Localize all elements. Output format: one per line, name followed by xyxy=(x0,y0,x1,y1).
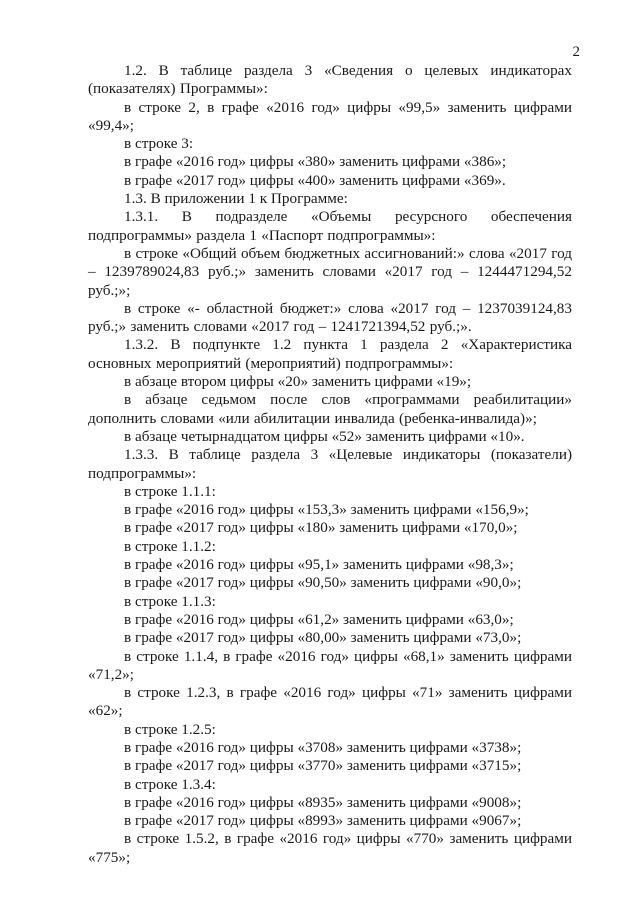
edit-line: в абзаце втором цифры «20» заменить цифрами «19»; xyxy=(124,373,472,391)
edit-line: в абзаце седьмом после слов «программами реабилитации» дополнить словами «или абилитации инвалида (ребенка-инвалида)»; xyxy=(88,391,572,427)
section-1-3-3-heading: 1.3.3. В таблице раздела 3 «Целевые индикаторы (показатели) подпрограммы»: xyxy=(88,446,572,482)
edit-line: в строке 1.5.2, в графе «2016 год» цифры «770» заменить цифрами «775»; xyxy=(88,830,572,866)
edit-line: в графе «2017 год» цифры «3770» заменить цифрами «3715»; xyxy=(124,757,522,775)
edit-line: в графе «2017 год» цифры «400» заменить цифрами «369». xyxy=(124,171,506,189)
edit-line: в графе «2016 год» цифры «380» заменить цифрами «386»; xyxy=(124,153,507,171)
section-1-3-2-heading: 1.3.2. В подпункте 1.2 пункта 1 раздела 2 «Характеристика основных мероприятий (мероприятий) подпрограммы»: xyxy=(88,336,572,372)
edit-line: в абзаце четырнадцатом цифры «52» заменить цифрами «10». xyxy=(124,427,525,445)
edit-line: в графе «2016 год» цифры «61,2» заменить цифрами «63,0»; xyxy=(124,610,514,628)
document-body xyxy=(88,62,572,867)
row-reference: в строке 1.2.5: xyxy=(124,720,216,738)
edit-line: в строке 1.1.4, в графе «2016 год» цифры «68,1» заменить цифрами «71,2»; xyxy=(88,647,572,683)
section-1-2-heading: 1.2. В таблице раздела 3 «Сведения о целевых индикаторах (показателях) Программы»: xyxy=(88,62,572,98)
edit-line: в графе «2017 год» цифры «180» заменить цифрами «170,0»; xyxy=(124,519,518,537)
row-reference: в строке 1.1.1: xyxy=(124,482,216,500)
row-reference: в строке 3: xyxy=(124,135,194,153)
section-1-3-1-heading: 1.3.1. В подразделе «Объемы ресурсного обеспечения подпрограммы» раздела 1 «Паспорт подпрограммы»: xyxy=(88,208,572,244)
edit-line: в графе «2016 год» цифры «8935» заменить цифрами «9008»; xyxy=(124,793,522,811)
edit-line: в строке «- областной бюджет:» слова «2017 год – 1237039124,83 руб.;» заменить словами «2017 год – 1241721394,52 руб.;». xyxy=(88,299,572,336)
edit-line: в графе «2017 год» цифры «80,00» заменить цифрами «73,0»; xyxy=(124,629,522,647)
edit-line: в графе «2016 год» цифры «153,3» заменить цифрами «156,9»; xyxy=(124,501,529,519)
edit-line: в графе «2016 год» цифры «3708» заменить цифрами «3738»; xyxy=(124,738,522,756)
edit-line: в строке 2, в графе «2016 год» цифры «99,5» заменить цифрами «99,4»; xyxy=(88,98,572,134)
edit-line: в строке «Общий объем бюджетных ассигнований:» слова «2017 год – 1239789024,83 руб.;» заменить словами «2017 год – 1244471294,52 руб.;»; xyxy=(88,244,572,299)
edit-line: в строке 1.2.3, в графе «2016 год» цифры «71» заменить цифрами «62»; xyxy=(88,684,572,720)
edit-line: в графе «2016 год» цифры «95,1» заменить цифрами «98,3»; xyxy=(124,556,514,574)
page-number: 2 xyxy=(572,44,580,60)
row-reference: в строке 1.1.2: xyxy=(124,537,216,555)
edit-line: в графе «2017 год» цифры «8993» заменить цифрами «9067»; xyxy=(124,812,522,830)
row-reference: в строке 1.1.3: xyxy=(124,592,216,610)
section-1-3-heading: 1.3. В приложении 1 к Программе: xyxy=(124,190,348,208)
row-reference: в строке 1.3.4: xyxy=(124,775,216,793)
edit-line: в графе «2017 год» цифры «90,50» заменить цифрами «90,0»; xyxy=(124,574,522,592)
